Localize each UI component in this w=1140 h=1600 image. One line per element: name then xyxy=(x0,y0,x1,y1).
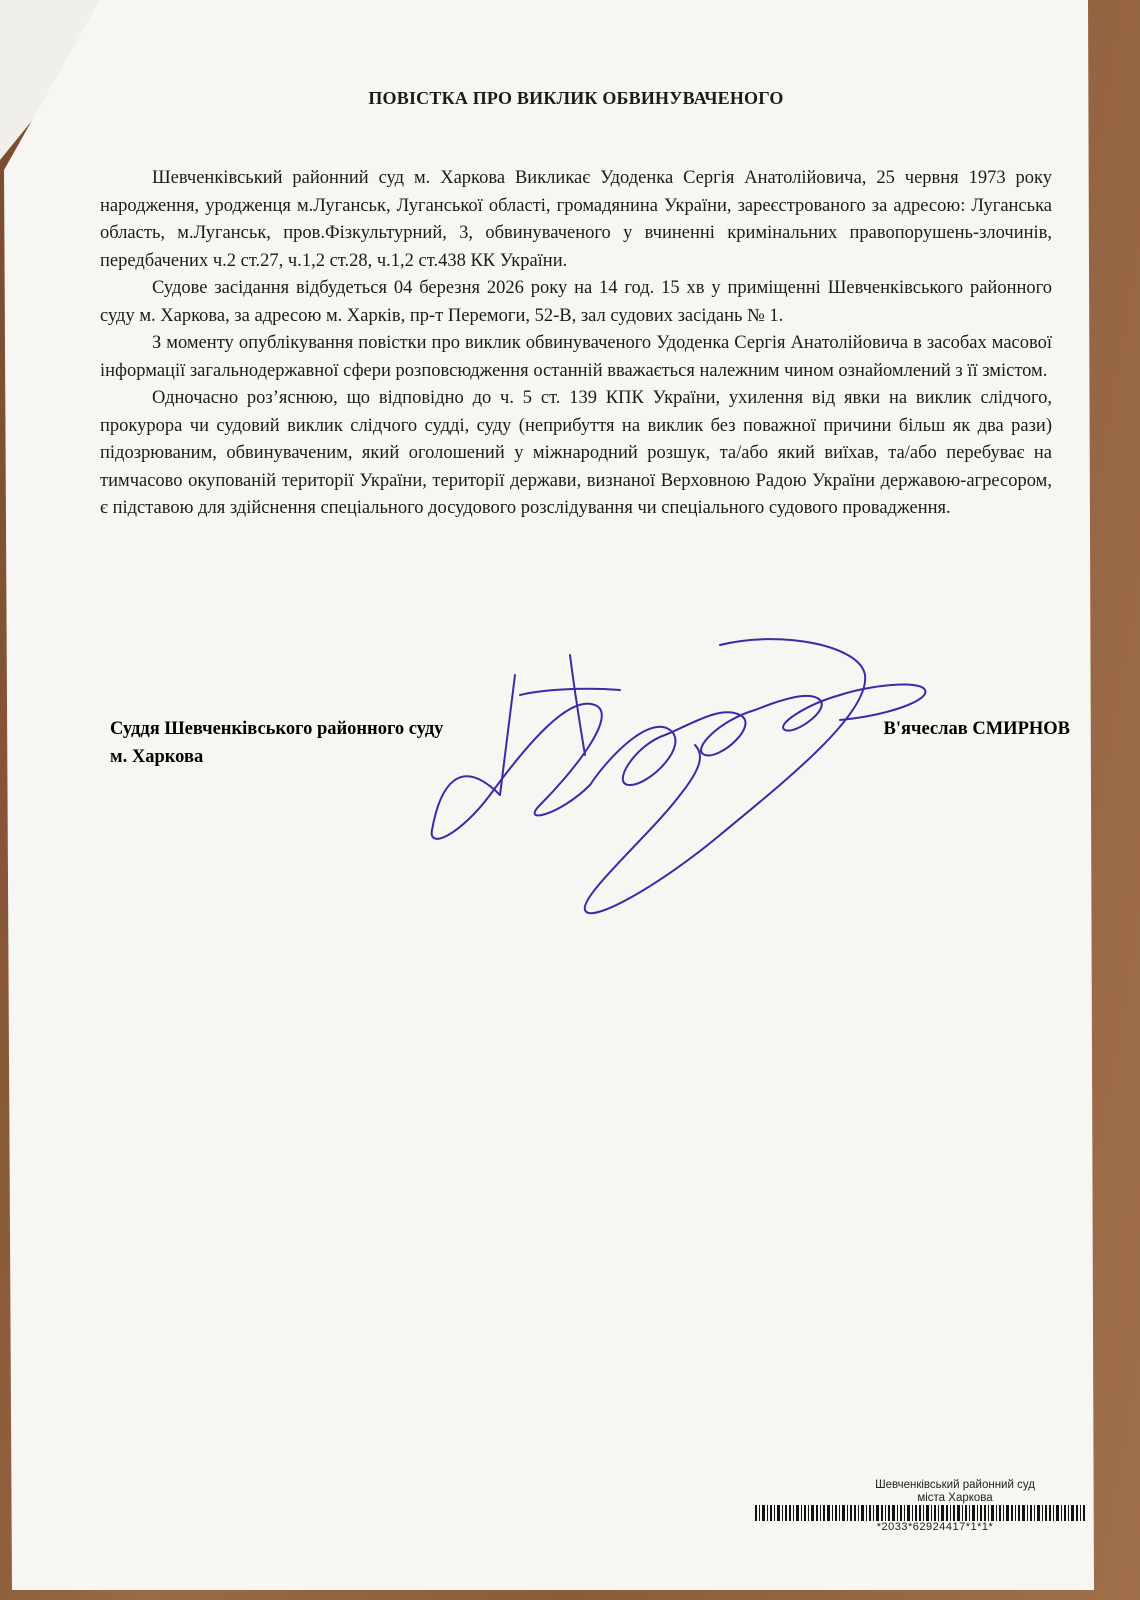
paragraph-explanation: Одночасно роз’яснюю, що відповідно до ч. 5 ст. 139 КПК України, ухилення від явки на виклик слідчого, прокурора чи судовий виклик слідчого судді, суду (неприбуття на виклик без поважної причини більш як два рази) підозрюваним, обвинуваченим, який оголошений у міжнародний розшук, та/або який виїхав, та/або перебуває на тимчасово окупованій території України, території держави, визнаної Верховною Радою України державою-агресором, є підставою для здійснення спеціального досудового розслідування чи спеціального судового провадження. xyxy=(100,388,1052,518)
paragraph-summons: Шевченківський районний суд м. Харкова Викликає Удоденка Сергія Анатолійовича, 25 червня 1973 року народження, уродженця м.Луганськ, Луганської області, громадянина України, зареєстрованого за адресою: Луганська область, м.Луганськ, пров.Фізкультурний, 3, обвинуваченого у вчиненні кримінальних правопорушень-злочинів, передбачених ч.2 ст.27, ч.1,2 ст.28, ч.1,2 ст.438 КК України. xyxy=(100,168,1052,271)
barcode-number: *2033*62924417*1*1* xyxy=(876,1521,994,1533)
page-title: ПОВІСТКА ПРО ВИКЛИК ОБВИНУВАЧЕНОГО xyxy=(368,88,784,108)
paragraph-hearing: Судове засідання відбудеться 04 березня 2026 року на 14 год. 15 хв у приміщенні Шевченківського районного суду м. Харкова, за адресою м. Харків, пр-т Перемоги, 52-В, зал судових засідань № 1. xyxy=(100,278,1052,326)
handwritten-signature xyxy=(420,635,960,935)
judge-title-line2: м. Харкова xyxy=(110,747,204,767)
paragraph-publication: З моменту опублікування повістки про виклик обвинуваченого Удоденка Сергія Анатолійовича в засобах масової інформації загальнодержавної сфери розповсюдження останній вважається належним чином ознайомлений з її змістом. xyxy=(100,333,1052,381)
barcode xyxy=(755,1505,1085,1521)
stamp-court-name: Шевченківський районний суд xyxy=(875,1479,1035,1491)
judge-title-line1: Суддя Шевченківського районного суду xyxy=(110,719,444,739)
judge-name: В'ячеслав СМИРНОВ xyxy=(883,719,1070,739)
document-body xyxy=(100,88,1052,523)
stamp-city: міста Харкова xyxy=(917,1492,993,1504)
court-stamp xyxy=(755,1478,1085,1533)
